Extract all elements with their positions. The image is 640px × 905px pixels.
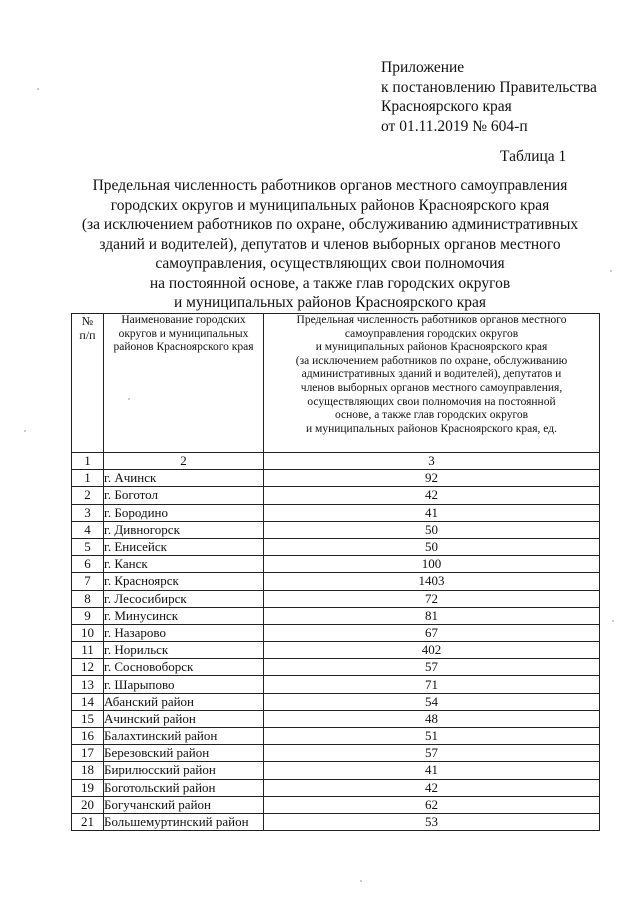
header-number	[72, 314, 104, 453]
title-line: зданий и водителей), депутатов и членов выборных органов местного	[99, 235, 561, 253]
scan-speck	[128, 398, 130, 400]
table-row	[72, 607, 600, 624]
header-line: и муниципальных районов Красноярского края, ед.	[306, 422, 557, 435]
row-name: г. Лесосибирск	[104, 590, 264, 607]
header-line: №	[81, 314, 94, 328]
scan-speck	[612, 620, 614, 622]
header-line: Предельная численность работников органов местного	[296, 314, 567, 326]
column-index-row	[72, 453, 600, 470]
row-name: г. Бородино	[104, 504, 264, 521]
row-name: г. Сосновоборск	[104, 659, 264, 676]
appendix-line: от 01.11.2019 № 604-п	[381, 117, 528, 135]
row-value: 100	[264, 556, 600, 573]
table-row	[72, 590, 600, 607]
header-limit	[264, 314, 600, 453]
table-row	[72, 470, 600, 487]
row-number: 10	[72, 624, 104, 641]
row-number: 9	[72, 607, 104, 624]
row-number: 5	[72, 538, 104, 555]
header-line: (за исключением работников по охране, обслуживанию	[295, 354, 568, 367]
table-row	[72, 521, 600, 538]
row-name: г. Норильск	[104, 642, 264, 659]
row-value: 71	[264, 676, 600, 693]
row-value: 57	[264, 745, 600, 762]
row-number: 12	[72, 659, 104, 676]
row-value: 42	[264, 487, 600, 504]
row-name: Большемуртинский район	[104, 813, 264, 830]
table-row	[72, 504, 600, 521]
row-name: Березовский район	[104, 745, 264, 762]
title-line: на постоянной основе, а также глав городских округов	[149, 274, 511, 292]
row-name: Балахтинский район	[104, 728, 264, 745]
header-line: Наименование городских	[121, 314, 246, 326]
table-row	[72, 762, 600, 779]
table-row	[72, 728, 600, 745]
row-value: 402	[264, 642, 600, 659]
header-line: членов выборных органов местного самоуправления,	[300, 381, 563, 394]
row-number: 8	[72, 590, 104, 607]
scan-speck	[610, 270, 612, 272]
row-number: 3	[72, 504, 104, 521]
row-number: 14	[72, 693, 104, 710]
row-name: Ачинский район	[104, 710, 264, 727]
table-row	[72, 710, 600, 727]
row-value: 57	[264, 659, 600, 676]
appendix-line: Приложение	[381, 59, 465, 76]
title-line: и муниципальных районов Красноярского края	[173, 294, 486, 311]
row-number: 19	[72, 779, 104, 796]
row-name: г. Боготол	[104, 487, 264, 504]
row-value: 81	[264, 607, 600, 624]
header-name	[104, 314, 264, 453]
header-line: п/п	[79, 328, 96, 342]
header-line: административных зданий и водителей), депутатов и	[301, 368, 562, 381]
row-value: 42	[264, 779, 600, 796]
title-line: городских округов и муниципальных районов Красноярского края	[110, 196, 550, 214]
row-name: Абанский район	[104, 693, 264, 710]
header-line: самоуправления городских округов	[344, 327, 519, 340]
table-header-row	[72, 314, 600, 453]
table-number: Таблица 1	[500, 148, 567, 165]
scan-speck	[360, 880, 362, 882]
table-row	[72, 538, 600, 555]
row-number: 4	[72, 521, 104, 538]
row-value: 53	[264, 813, 600, 830]
scan-speck	[37, 88, 39, 90]
appendix-line: Красноярского края	[381, 98, 512, 115]
header-line: основе, а также глав городских округов	[334, 409, 529, 422]
row-name: г. Назарово	[104, 624, 264, 641]
row-number: 11	[72, 642, 104, 659]
row-number: 16	[72, 728, 104, 745]
row-name: г. Шарыпово	[104, 676, 264, 693]
row-value: 72	[264, 590, 600, 607]
row-value: 1403	[264, 573, 600, 590]
header-line: осуществляющих свои полномочия на постоянной	[307, 395, 556, 408]
header-line: районов Красноярского края	[113, 341, 254, 354]
title-line: самоуправления, осуществляющих свои полномочия	[155, 255, 505, 272]
row-name: г. Дивногорск	[104, 521, 264, 538]
column-index: 1	[72, 453, 104, 470]
appendix-line: к постановлению Правительства	[381, 78, 597, 96]
table-row	[72, 745, 600, 762]
document-title	[60, 176, 600, 313]
row-number: 13	[72, 676, 104, 693]
table-row	[72, 487, 600, 504]
row-name: г. Ачинск	[104, 470, 264, 487]
row-value: 67	[264, 624, 600, 641]
column-index: 2	[104, 453, 264, 470]
row-value: 50	[264, 521, 600, 538]
table-row	[72, 556, 600, 573]
row-value: 92	[264, 470, 600, 487]
row-value: 48	[264, 710, 600, 727]
table-row	[72, 642, 600, 659]
row-name: Бирилюсский район	[104, 762, 264, 779]
header-line: округов и муниципальных	[118, 327, 249, 340]
row-number: 17	[72, 745, 104, 762]
row-number: 1	[72, 470, 104, 487]
row-value: 41	[264, 504, 600, 521]
row-number: 21	[72, 813, 104, 830]
table-row	[72, 659, 600, 676]
row-number: 20	[72, 796, 104, 813]
column-index: 3	[264, 453, 600, 470]
table-row	[72, 813, 600, 830]
row-name: г. Канск	[104, 556, 264, 573]
table-row	[72, 779, 600, 796]
table-row	[72, 676, 600, 693]
row-name: г. Красноярск	[104, 573, 264, 590]
row-name: Боготольский район	[104, 779, 264, 796]
row-value: 50	[264, 538, 600, 555]
appendix-block	[381, 58, 597, 136]
table-row	[72, 624, 600, 641]
title-line: Предельная численность работников органов местного самоуправления	[92, 177, 568, 194]
table-row	[72, 573, 600, 590]
row-value: 54	[264, 693, 600, 710]
table-row	[72, 693, 600, 710]
table-row	[72, 796, 600, 813]
row-name: г. Минусинск	[104, 607, 264, 624]
row-value: 51	[264, 728, 600, 745]
row-name: Богучанский район	[104, 796, 264, 813]
row-number: 18	[72, 762, 104, 779]
row-number: 6	[72, 556, 104, 573]
header-line: и муниципальных районов Красноярского края	[315, 341, 548, 354]
row-number: 2	[72, 487, 104, 504]
row-value: 62	[264, 796, 600, 813]
row-number: 7	[72, 573, 104, 590]
row-name: г. Енисейск	[104, 538, 264, 555]
row-number: 15	[72, 710, 104, 727]
row-value: 41	[264, 762, 600, 779]
title-line: (за исключением работников по охране, обслуживанию административных	[81, 216, 579, 233]
staffing-table	[71, 313, 600, 831]
scan-speck	[24, 430, 26, 432]
